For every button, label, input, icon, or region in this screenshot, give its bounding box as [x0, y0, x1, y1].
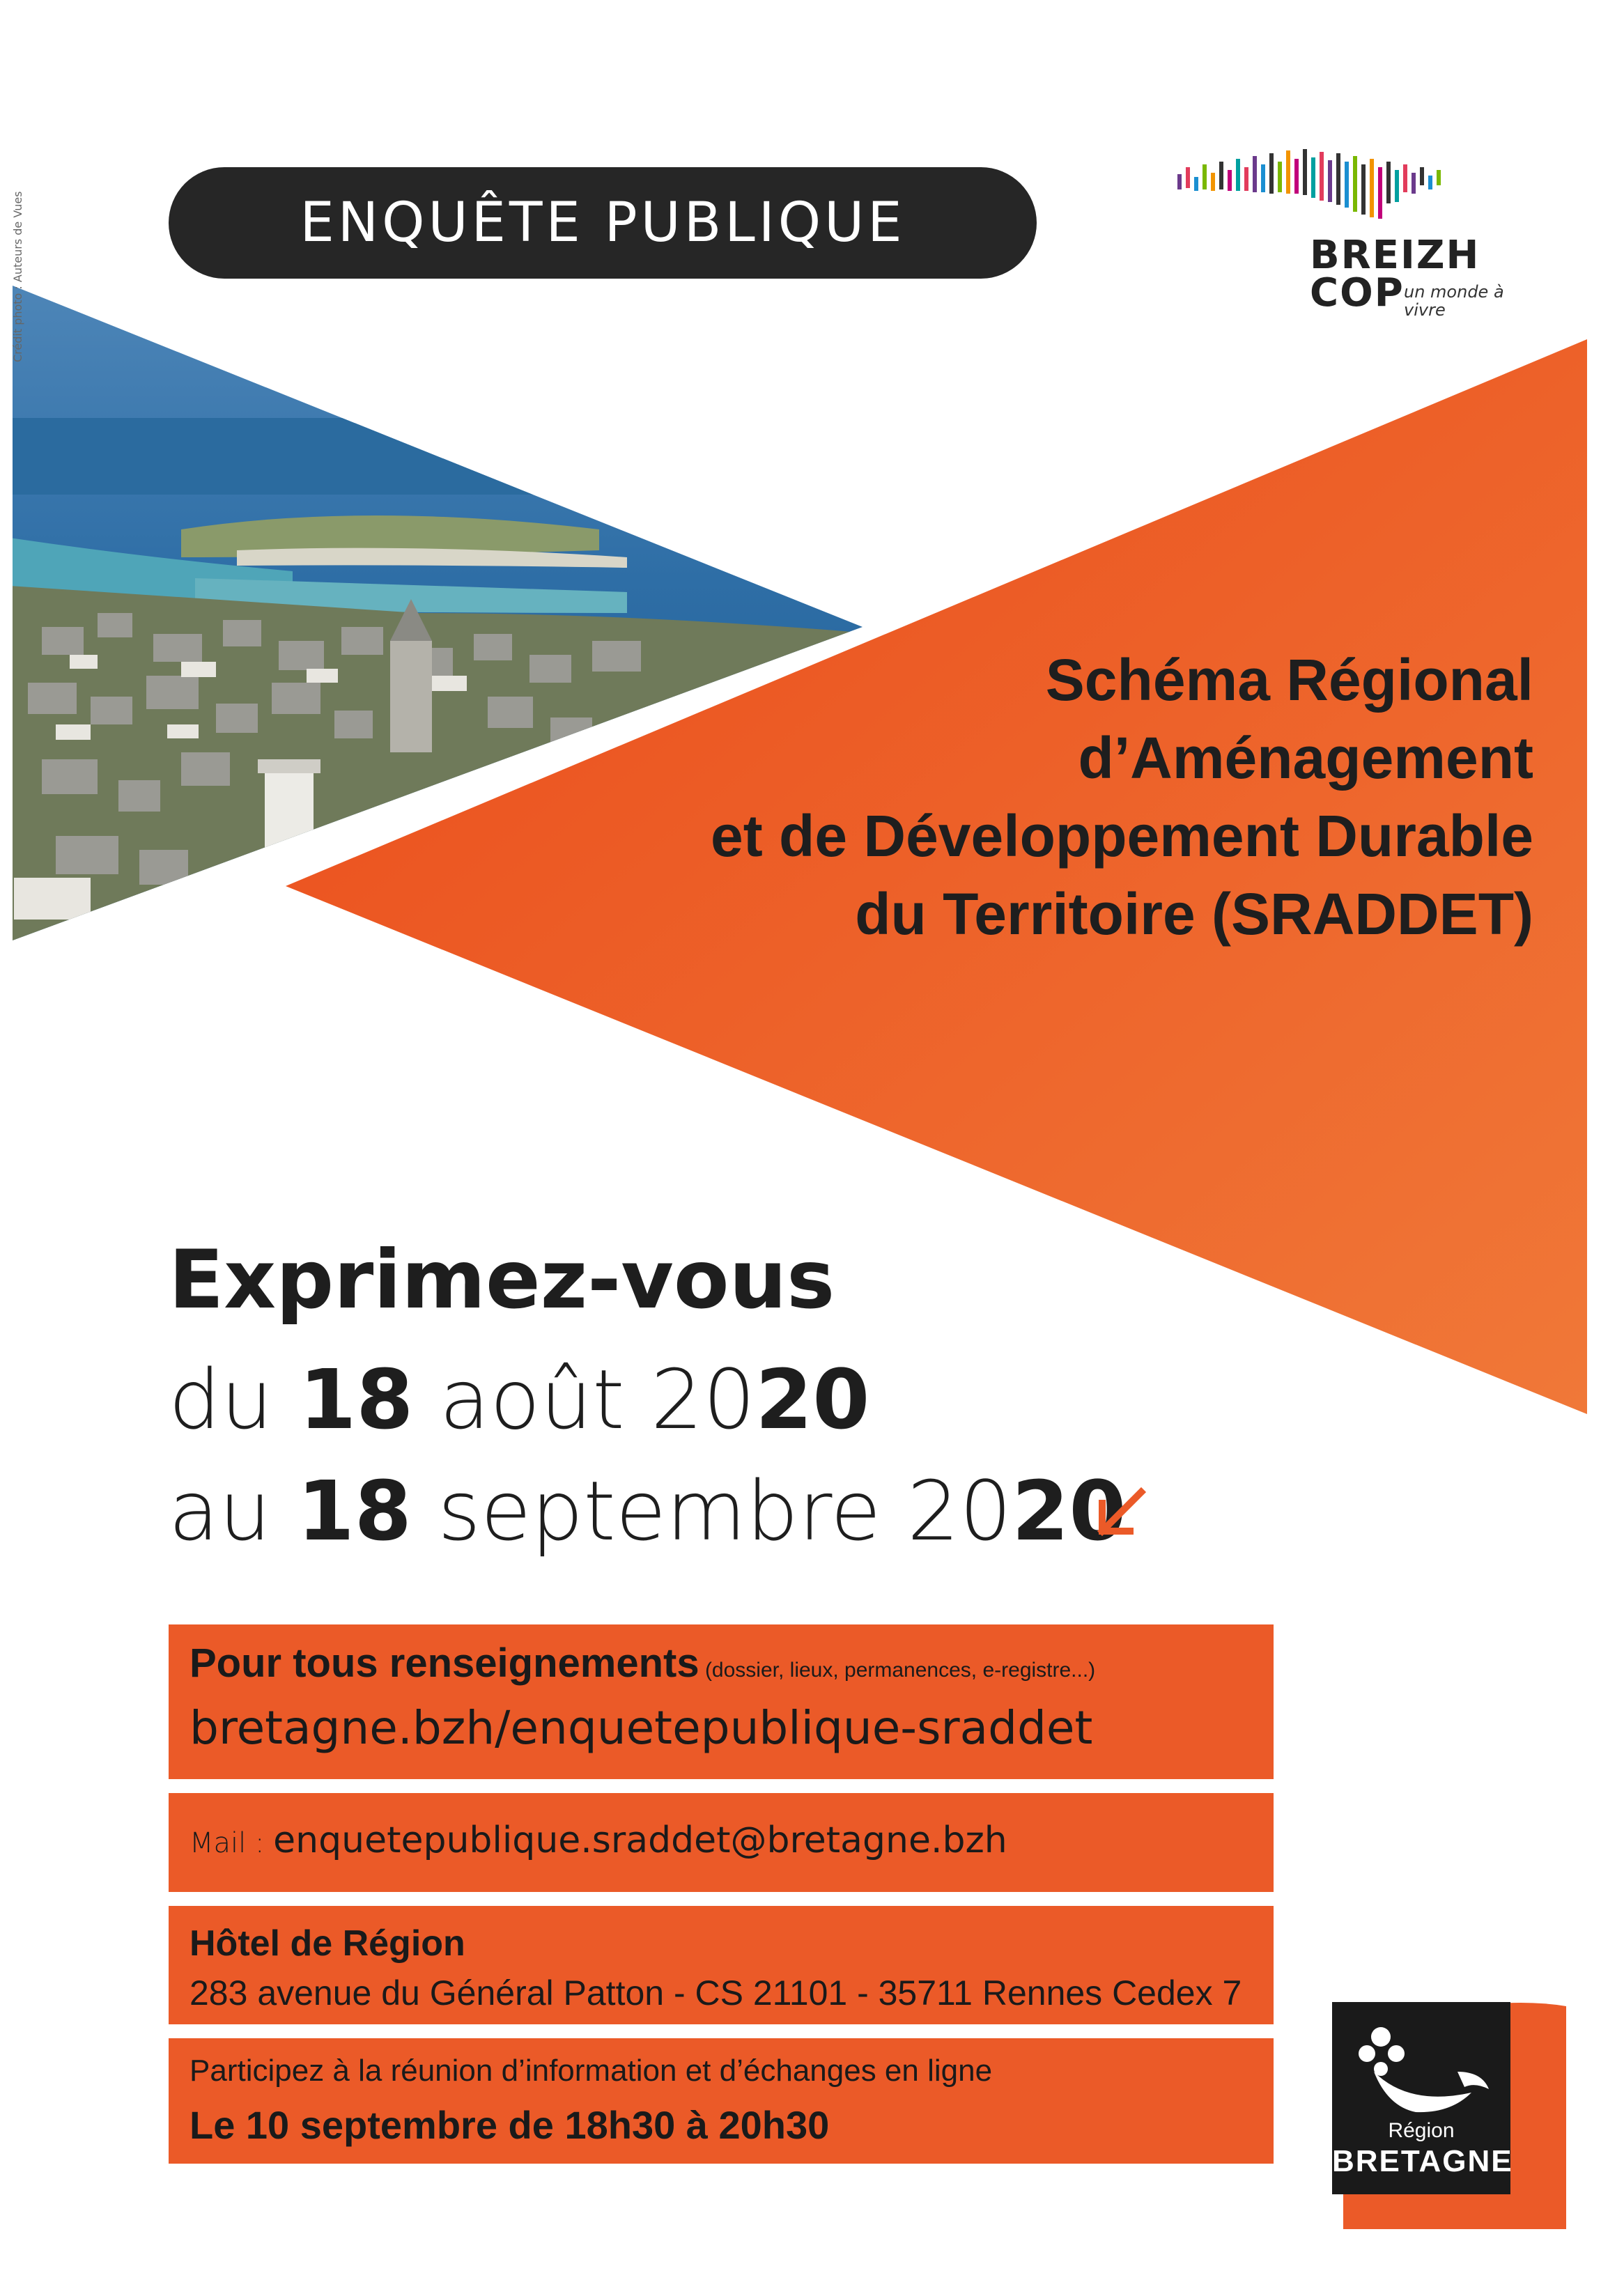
info-box-website	[169, 1624, 1274, 1779]
mail-label: Mail :	[190, 1827, 274, 1859]
end-date-prefix: au	[169, 1463, 297, 1559]
info-box-mail	[169, 1793, 1274, 1892]
end-date-day: 18	[297, 1463, 412, 1559]
breizhcop-tagline: un monde à vivre	[1404, 282, 1504, 320]
info-heading	[190, 1640, 1095, 1686]
meeting-description: Participez à la réunion d’information et d’échanges en ligne	[190, 2054, 993, 2088]
mail-link[interactable]: enquetepublique.sraddet@bretagne.bzh	[273, 1820, 1007, 1861]
plan-title	[558, 641, 1533, 953]
info-box-address	[169, 1906, 1274, 2024]
end-date	[169, 1463, 1126, 1559]
region-bretagne-logo	[1332, 2002, 1513, 2194]
express-heading: Exprimez-vous	[169, 1233, 835, 1327]
meeting-date: Le 10 septembre de 18h30 à 20h30	[190, 2103, 830, 2147]
survey-header: ENQUÊTE PUBLIQUE	[169, 167, 1037, 279]
start-date-month: août 20	[413, 1351, 756, 1448]
start-date-prefix: du	[169, 1351, 300, 1448]
start-date-year-end: 20	[755, 1351, 870, 1448]
info-heading-text: Pour tous renseignements	[190, 1640, 699, 1686]
title-line-2: d’Aménagement	[1078, 725, 1533, 791]
arrow-down-left-icon	[1087, 1484, 1150, 1546]
place-address: 283 avenue du Général Patton - CS 21101 - 35711 Rennes Cedex 7	[190, 1973, 1242, 2012]
end-date-year-end: 20	[1012, 1463, 1127, 1559]
bretagne-label: BRETAGNE	[1332, 2144, 1513, 2178]
title-line-3: et de Développement Durable	[711, 803, 1533, 869]
end-date-month: septembre 20	[411, 1463, 1012, 1559]
website-link[interactable]: bretagne.bzh/enquetepublique-sraddet	[190, 1701, 1093, 1755]
region-label: Région	[1388, 2119, 1455, 2142]
breizhcop-line2: COP	[1310, 270, 1405, 316]
place-name: Hôtel de Région	[190, 1923, 465, 1964]
photo-credit: Crédit photo : Auteurs de Vues	[11, 191, 24, 362]
info-box-meeting	[169, 2038, 1274, 2164]
title-line-4: du Territoire (SRADDET)	[855, 881, 1533, 947]
start-date	[169, 1351, 869, 1448]
start-date-day: 18	[299, 1351, 414, 1448]
ermine-icon	[1332, 2002, 1510, 2120]
breizhcop-logo	[1170, 146, 1533, 334]
info-heading-note: (dossier, lieux, permanences, e-registre...)	[699, 1659, 1096, 1682]
mail-line	[190, 1820, 1007, 1861]
title-line-1: Schéma Régional	[1045, 647, 1533, 713]
breizhcop-bars-icon	[1170, 146, 1533, 244]
breizhcop-line1: BREIZH	[1310, 233, 1480, 278]
